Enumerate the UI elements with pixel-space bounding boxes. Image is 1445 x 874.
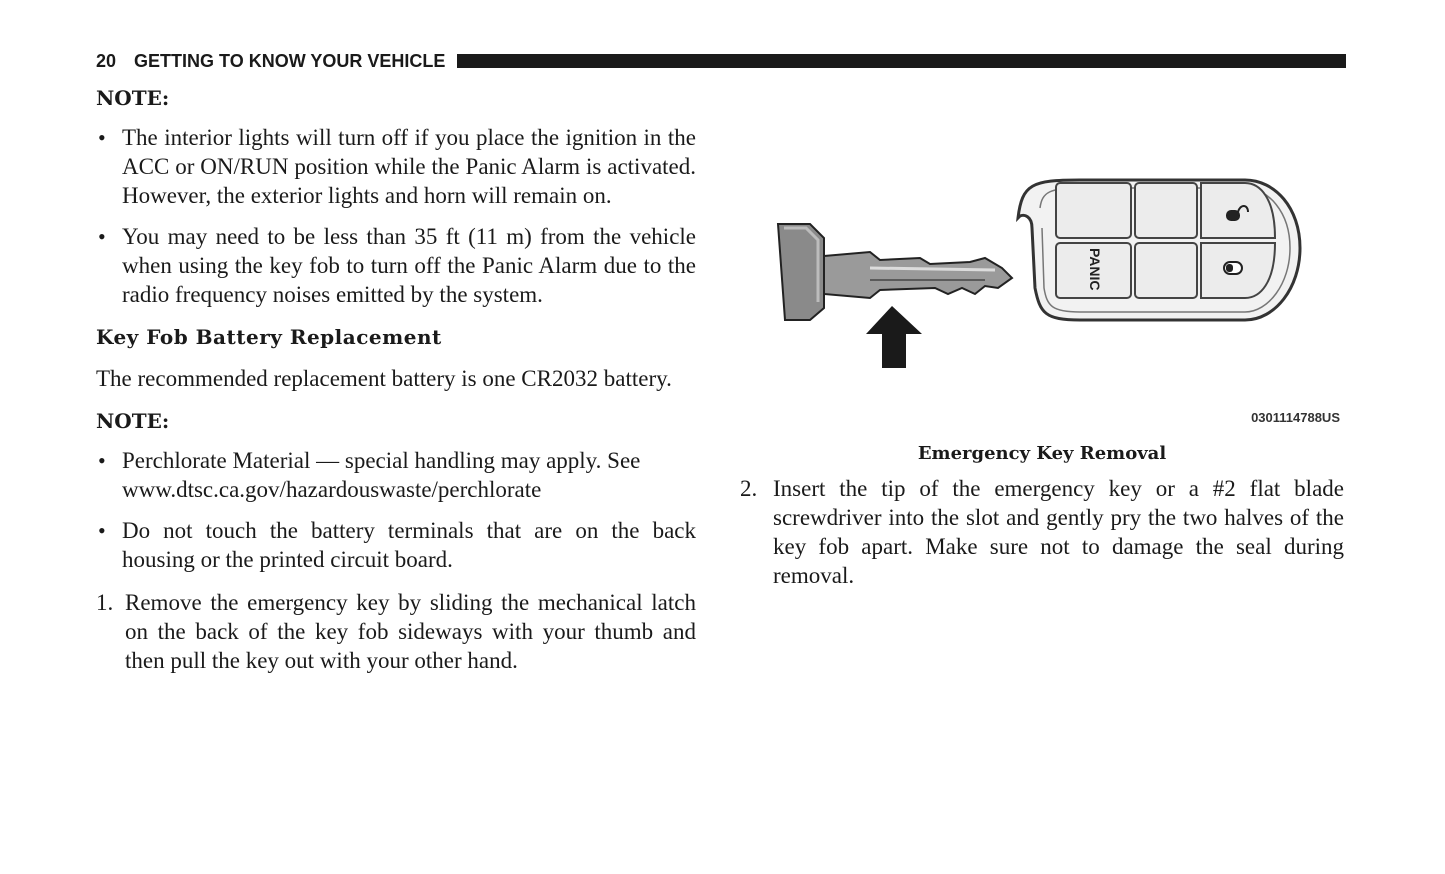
figure-id: 0301114788US [1251,410,1340,425]
up-arrow-icon [866,306,922,368]
note-bullet: • Do not touch the battery terminals that are on the back housing or the printed circuit board. [98,518,696,572]
note-bullet: • You may need to be less than 35 ft (11 m) from the vehicle when using the key fob to turn off the Panic Alarm due to the radio frequency noises emitted by the system. [98,224,696,307]
figure-emergency-key [740,88,1344,433]
page-header [96,50,1346,72]
left-column [96,84,696,675]
note-bullet: • The interior lights will turn off if you place the ignition in the ACC or ON/RUN position while the Panic Alarm is activated. However, the exterior lights and horn will remain on. [98,125,696,208]
header-rule [457,54,1346,68]
note-heading: NOTE: [96,409,170,433]
bullet-icon: • [98,224,106,249]
note-list [96,123,696,309]
step-text: Remove the emergency key by sliding the mechanical latch on the back of the key fob sideways with your thumb and then pull the key out with your other hand. [125,590,696,673]
lock-icon [1224,262,1242,274]
right-column [740,440,1344,590]
step-text: Insert the tip of the emergency key or a #2 flat blade screwdriver into the slot and gently pry the two halves of the key fob apart. Make sure not to damage the seal during removal. [773,476,1344,588]
page-number: 20 [96,50,117,71]
bullet-icon: • [98,125,106,150]
bullet-icon: • [98,448,106,473]
key-fob-illustration [740,88,1344,433]
step-item [740,474,1344,590]
step-number: 2. [740,476,758,501]
figure-caption: Emergency Key Removal [917,443,1167,464]
step-number: 1. [96,590,114,615]
bullet-icon: • [98,518,106,543]
step-item [96,588,696,675]
note-bullet: • Perchlorate Material — special handling may apply. See www.dtsc.ca.gov/hazardouswaste/perchlorate [98,448,641,502]
note-list [96,446,696,574]
emergency-key-icon [778,224,1012,320]
key-fob-icon [1018,180,1300,320]
panic-button-label: PANIC [1087,248,1103,291]
section-text: The recommended replacement battery is one CR2032 battery. [96,366,672,391]
chapter-title: GETTING TO KNOW YOUR VEHICLE [134,50,446,71]
section-heading: Key Fob Battery Replacement [96,325,442,349]
note-heading: NOTE: [96,86,170,110]
